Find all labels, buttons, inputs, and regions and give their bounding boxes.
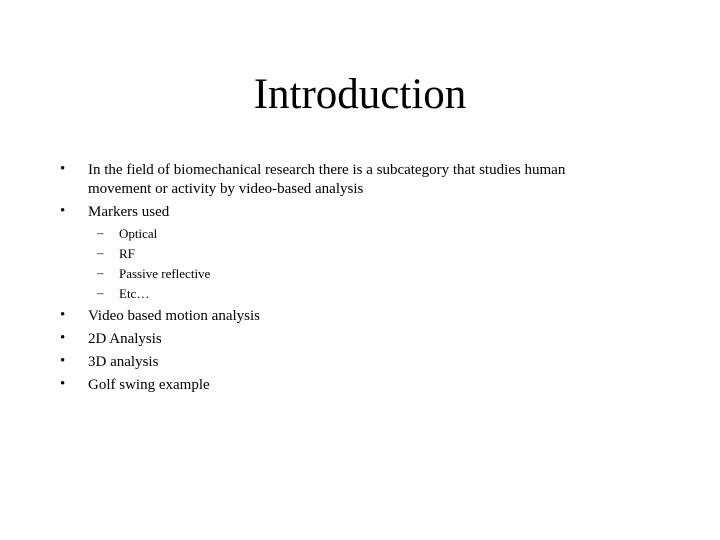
sub-bullet-text: Etc… — [119, 286, 150, 301]
bullet-marker: • — [60, 203, 66, 219]
bullet-marker: • — [60, 353, 66, 369]
sub-bullet-text: Optical — [119, 226, 158, 241]
sub-bullet-text: RF — [119, 246, 135, 261]
bullet-marker: • — [60, 330, 66, 346]
bullet-marker: • — [60, 161, 66, 177]
bullet-text: In the field of biomechanical research there is a subcategory that studies human movement or activity by video-based analysis — [88, 162, 566, 197]
bullet-text: Video based motion analysis — [88, 308, 260, 324]
sub-bullet-marker: – — [97, 245, 104, 260]
bullet-text: Golf swing example — [88, 377, 210, 393]
bullet-text: 3D analysis — [88, 354, 159, 370]
sub-bullet-marker: – — [97, 225, 104, 240]
bullet-text: Markers used — [88, 204, 170, 220]
bullet-text: 2D Analysis — [88, 331, 162, 347]
bullet-marker: • — [60, 307, 66, 323]
bullet-marker: • — [60, 376, 66, 392]
sub-bullet-marker: – — [97, 285, 104, 300]
sub-bullet-text: Passive reflective — [119, 266, 211, 281]
slide-title: Introduction — [253, 71, 467, 118]
sub-bullet-marker: – — [97, 265, 104, 280]
